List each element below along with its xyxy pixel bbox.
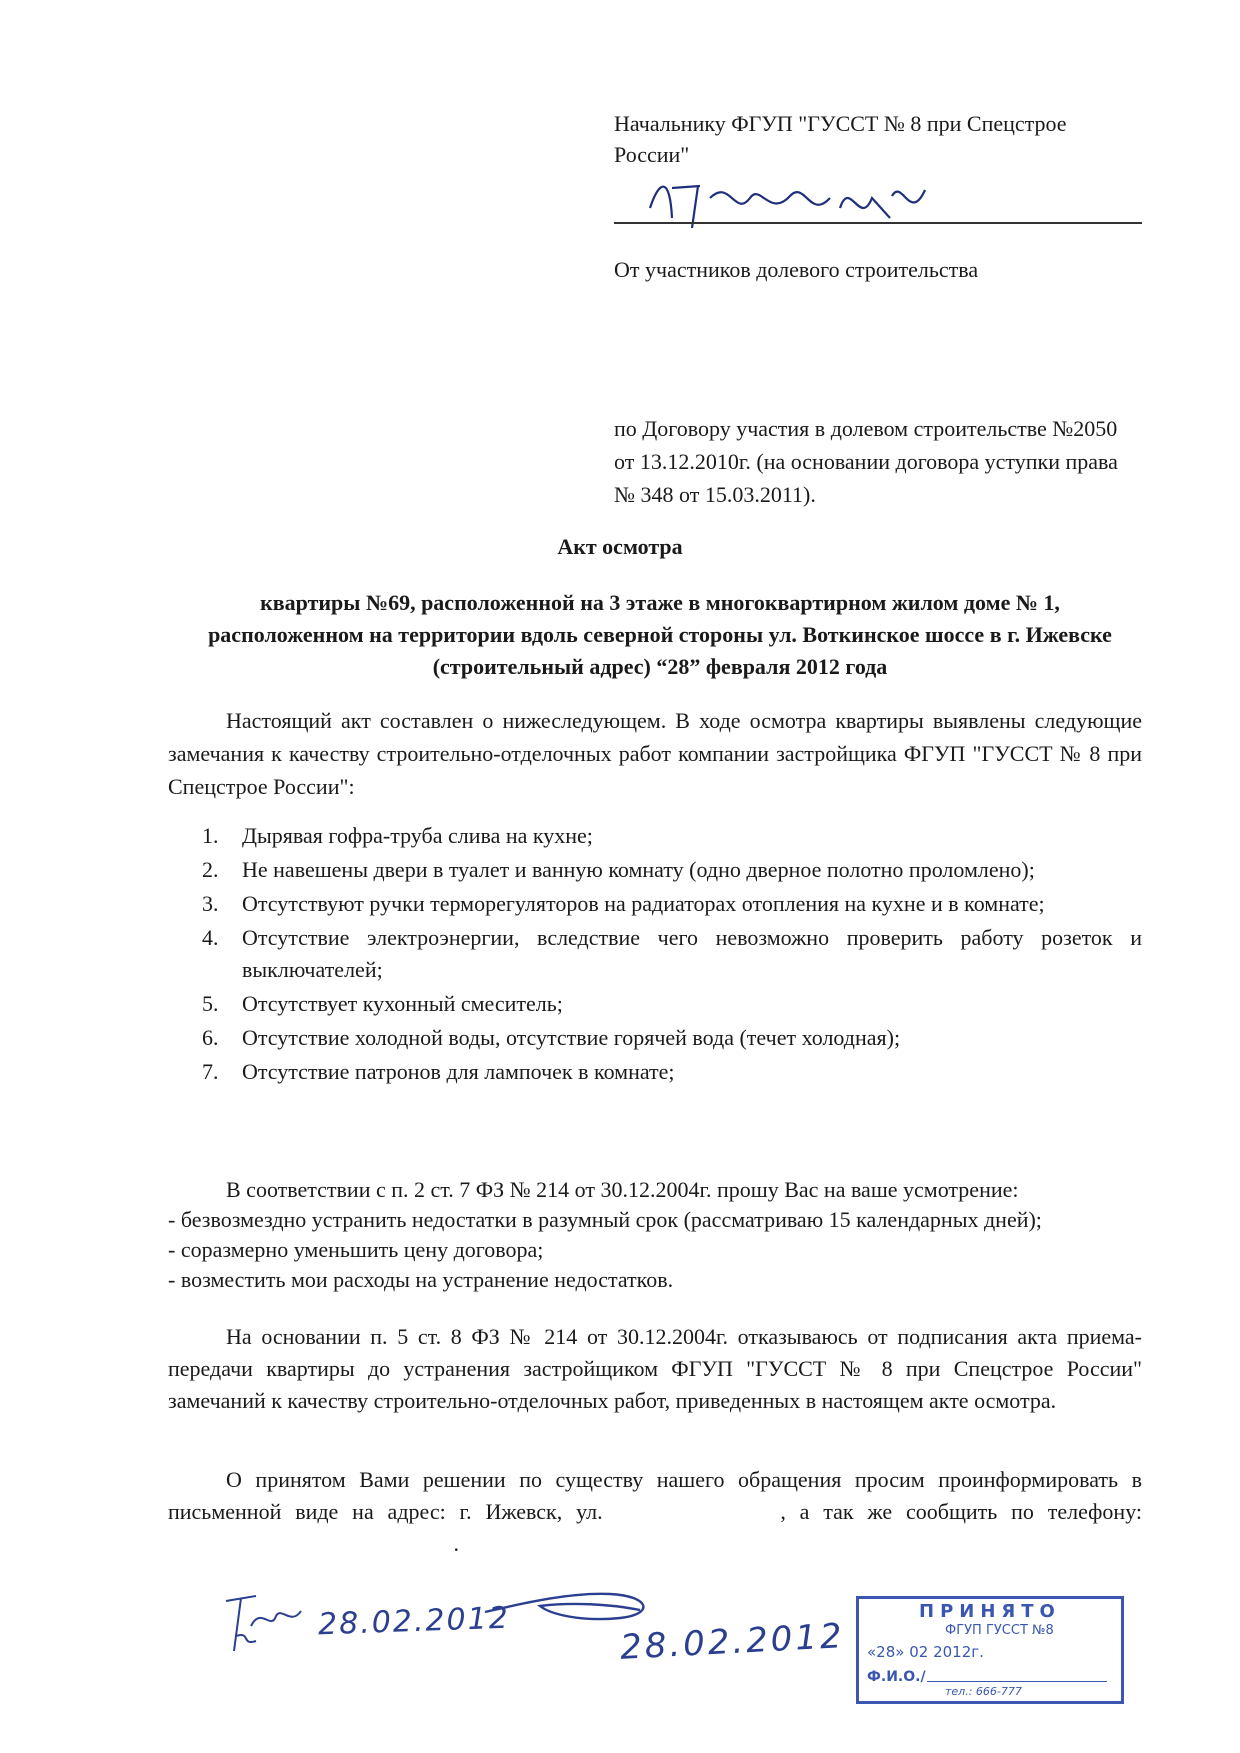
document-title: Акт осмотра: [557, 534, 683, 559]
item-number: 4.: [202, 925, 219, 950]
request-text: , а так же сообщить по телефону:: [780, 1499, 1143, 1524]
signature-left: [216, 1586, 306, 1656]
stamp-org: ФГУП ГУССТ №8: [945, 1623, 1054, 1638]
law-item: - возместить мои расходы на устранение недостатков.: [168, 1267, 674, 1292]
item-text: Отсутствует кухонный смеситель;: [242, 991, 563, 1016]
request-text: О принятом Вами решении по существу нашего обращения просим проинформировать в письменной виде на адрес: г. Ижевск, ул.: [168, 1467, 1142, 1524]
stamp-fio-label: Ф.И.О./: [867, 1669, 926, 1685]
law-paragraph: [168, 1175, 1142, 1295]
item-text: Отсутствие электроэнергии, вследствие чего невозможно проверить работу розеток и выключателей;: [242, 925, 1142, 982]
item-number: 1.: [202, 823, 219, 848]
item-number: 5.: [202, 991, 219, 1016]
acceptance-stamp: [856, 1596, 1124, 1704]
refusal-paragraph: На основании п. 5 ст. 8 ФЗ № 214 от 30.12.2004г. отказываюсь от подписания акта приема-передачи квартиры до устранения застройщиком ФГУП "ГУССТ № 8 при Спецстрое России" замечаний к качеству строительно-отделочных работ, приведенных в настоящем акте осмотра.: [168, 1324, 1142, 1413]
list-item: [168, 820, 1142, 852]
request-paragraph: [168, 1464, 1142, 1560]
document-subtitle: квартиры №69, расположенной на 3 этаже в многоквартирном жилом доме № 1, расположенном на территории вдоль северной стороны ул. Воткинское шоссе в г. Ижевске (строительный адрес) “28” февраля 2012 года: [208, 590, 1112, 679]
redacted-block: [600, 350, 1100, 390]
list-item: [168, 854, 1142, 886]
list-item: [168, 1056, 1142, 1088]
list-item: [168, 922, 1142, 986]
addressee-from: От участников долевого строительства: [614, 257, 979, 282]
signature-line: [614, 222, 1142, 224]
request-text: .: [453, 1531, 459, 1556]
item-number: 3.: [202, 891, 219, 916]
item-text: Отсутствие патронов для лампочек в комнате;: [242, 1059, 675, 1084]
law-item: - соразмерно уменьшить цену договора;: [168, 1237, 544, 1262]
stamp-phone: тел.: 666-777: [945, 1685, 1022, 1698]
intro-paragraph: Настоящий акт составлен о нижеследующем. В ходе осмотра квартиры выявлены следующие замечания к качеству строительно-отделочных работ компании застройщика ФГУП "ГУССТ № 8 при Спецстрое России":: [168, 708, 1142, 799]
redacted-block: [640, 292, 940, 332]
item-text: Отсутствуют ручки терморегуляторов на радиаторах отопления на кухне и в комнате;: [242, 891, 1045, 916]
signature-middle: [480, 1584, 660, 1628]
item-number: 6.: [202, 1025, 219, 1050]
law-item: - безвозмездно устранить недостатки в разумный срок (рассматриваю 15 календарных дней);: [168, 1207, 1042, 1232]
addressee-to: Начальнику ФГУП "ГУССТ № 8 при Спецстрое России": [614, 111, 1067, 167]
item-number: 2.: [202, 857, 219, 882]
item-number: 7.: [202, 1059, 219, 1084]
handwritten-date-middle: 28.02.2012: [619, 1616, 846, 1668]
addressee-handwritten-name: [640, 168, 940, 238]
handwritten-date-left: 28.02.2012: [317, 1600, 511, 1643]
list-item: [168, 988, 1142, 1020]
list-item: [168, 888, 1142, 920]
contract-reference: по Договору участия в долевом строительстве №2050 от 13.12.2010г. (на основании договора уступки права № 348 от 15.03.2011).: [614, 416, 1118, 507]
stamp-title: ПРИНЯТО: [919, 1601, 1061, 1622]
item-text: Не навешены двери в туалет и ванную комнату (одно дверное полотно проломлено);: [242, 857, 1035, 882]
item-text: Отсутствие холодной воды, отсутствие горячей вода (течет холодная);: [242, 1025, 901, 1050]
law-lead: В соответствии с п. 2 ст. 7 ФЗ № 214 от 30.12.2004г. прошу Вас на ваше усмотрение:: [226, 1177, 1019, 1202]
list-item: [168, 1022, 1142, 1054]
defects-list: [168, 820, 1142, 1090]
item-text: Дырявая гофра-труба слива на кухне;: [242, 823, 593, 848]
stamp-date: «28» 02 2012г.: [867, 1643, 984, 1661]
stamp-signature-line: [927, 1681, 1107, 1682]
